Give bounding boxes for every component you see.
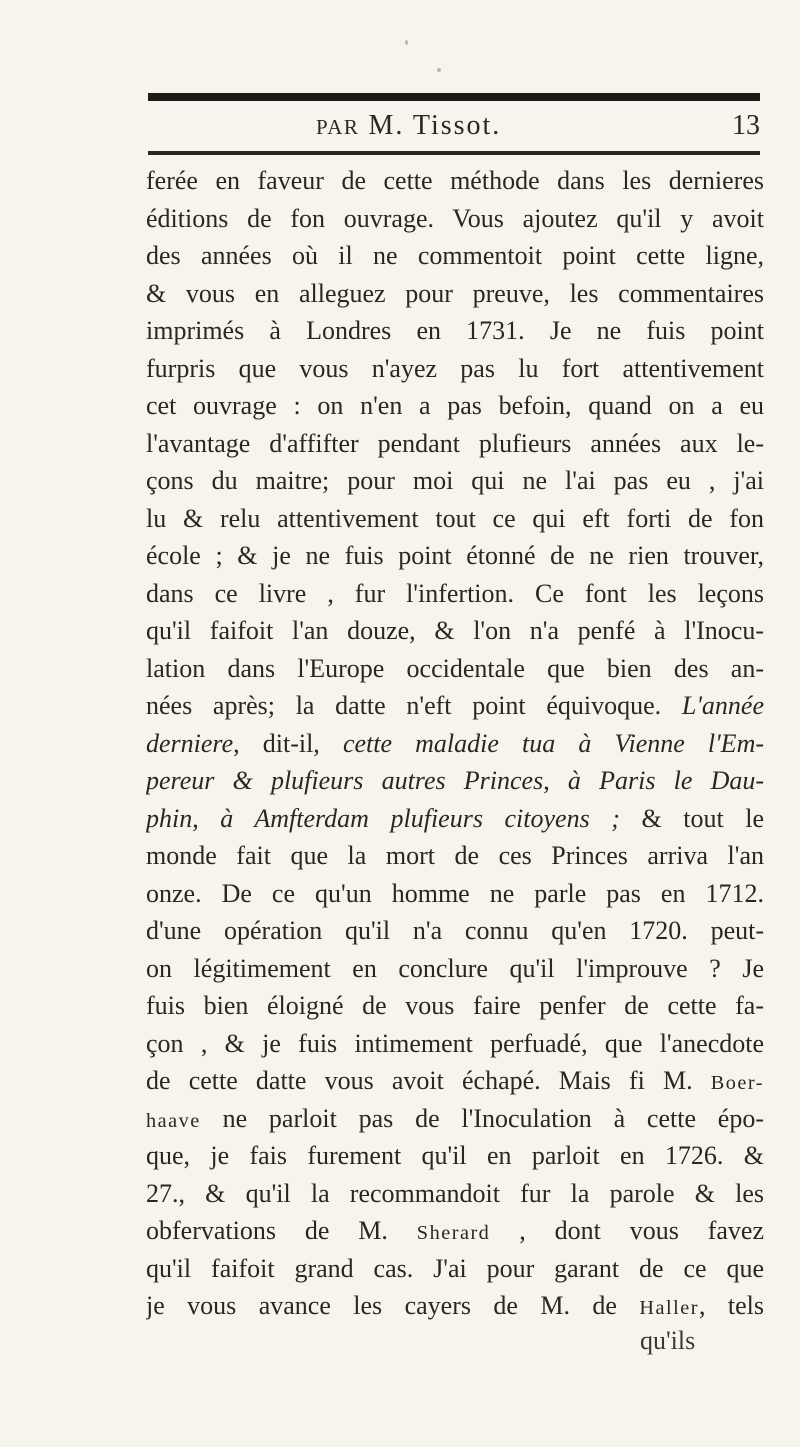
small-caps-name: Haller xyxy=(639,1297,699,1319)
italic-segment: pereur & plufieurs autres Princes xyxy=(146,766,544,795)
text-line: l'avantage d'affifter pendant plufieurs années aux le- xyxy=(146,428,764,458)
text-line: éditions de fon ouvrage. Vous ajoutez qu'il y avoit xyxy=(146,203,764,233)
text-segment: , dit-il, xyxy=(233,728,320,758)
text-line: qu'il faifoit grand cas. J'ai pour garant de ce que xyxy=(146,1253,764,1283)
text-segment: & tout le xyxy=(641,803,764,833)
italic-segment: L'année xyxy=(681,691,764,720)
text-line: & vous en alleguez pour preuve, les commentaires xyxy=(146,278,764,308)
italic-segment: phin xyxy=(146,803,193,833)
text-line xyxy=(146,725,764,763)
small-caps-name: haave xyxy=(146,1109,201,1132)
small-caps-name: Boer- xyxy=(710,1072,764,1094)
text-segment: ne parloit pas de l'Inoculation à cette épo- xyxy=(222,1103,764,1133)
text-segment: nées après; la datte n'eft point équivoque. xyxy=(146,691,662,720)
text-line xyxy=(146,1100,764,1138)
text-line: çon , & je fuis intimement perfuadé, que l'anecdote xyxy=(146,1028,764,1058)
text-line: monde fait que la mort de ces Princes arriva l'an xyxy=(146,841,764,870)
text-segment: de cette datte vous avoit échapé. Mais fi M. xyxy=(146,1066,693,1095)
running-header xyxy=(148,110,760,150)
text-line: on légitimement en conclure qu'il l'improuve ? Je xyxy=(146,953,764,983)
text-segment: je vous avance les cayers de M. de xyxy=(146,1291,617,1320)
text-segment: , tels xyxy=(698,1291,764,1320)
running-head xyxy=(316,110,501,142)
text-line: que, je fais furement qu'il en parloit en 1726. & xyxy=(146,1141,764,1170)
top-rule xyxy=(148,93,760,101)
text-line: çons du maitre; pour moi qui ne l'ai pas eu , j'ai xyxy=(146,466,764,495)
body-text xyxy=(146,162,764,1325)
text-line: école ; & je ne fuis point étonné de ne rien trouver, xyxy=(146,541,764,570)
text-line xyxy=(146,762,764,800)
text-line: lu & relu attentivement tout ce qui eft forti de fon xyxy=(146,503,764,533)
print-speck xyxy=(405,40,408,45)
running-head-prefix: PAR xyxy=(316,115,360,139)
text-line: 27., & qu'il la recommandoit fur la parole & les xyxy=(146,1178,764,1208)
italic-segment: derniere xyxy=(146,728,234,758)
text-line: fuis bien éloigné de vous faire penfer de cette fa- xyxy=(146,991,764,1020)
running-head-name: M. Tissot. xyxy=(368,110,502,141)
catchword: qu'ils xyxy=(640,1326,696,1355)
text-line: cet ouvrage : on n'en a pas befoin, quand on a eu xyxy=(146,391,764,420)
text-segment: , xyxy=(543,766,550,795)
header-rule xyxy=(148,151,760,155)
text-line: onze. De ce qu'un homme ne parle pas en 1712. xyxy=(146,878,764,908)
text-line: furpris que vous n'ayez pas lu fort attentivement xyxy=(146,353,764,383)
print-speck xyxy=(437,68,441,72)
text-line: qu'il faifoit l'an douze, & l'on n'a penfé à l'Inocu- xyxy=(146,616,764,645)
text-line: d'une opération qu'il n'a connu qu'en 1720. peut- xyxy=(146,916,764,945)
text-line xyxy=(146,687,764,725)
text-line: dans ce livre , fur l'infertion. Ce font les leçons xyxy=(146,578,764,608)
text-segment: , xyxy=(192,803,199,833)
text-segment: , dont vous favez xyxy=(519,1216,764,1245)
text-line: des années où il ne commentoit point cette ligne, xyxy=(146,241,764,270)
italic-segment: à Paris le Dau- xyxy=(567,766,764,795)
page-number: 13 xyxy=(732,110,760,141)
text-line: ferée en faveur de cette méthode dans les dernieres xyxy=(146,166,764,195)
text-line: lation dans l'Europe occidentale que bien des an- xyxy=(146,653,764,683)
text-line xyxy=(146,800,764,838)
text-line xyxy=(146,1212,764,1250)
text-segment: obfervations de M. xyxy=(146,1216,388,1245)
italic-segment: cette maladie tua à Vienne l'Em- xyxy=(342,728,764,758)
text-line xyxy=(146,1062,764,1100)
text-line xyxy=(146,1287,764,1325)
italic-segment: à Amfterdam plufieurs citoyens ; xyxy=(220,803,620,833)
small-caps-name: Sherard xyxy=(416,1222,491,1244)
text-line: imprimés à Londres en 1731. Je ne fuis point xyxy=(146,316,764,345)
